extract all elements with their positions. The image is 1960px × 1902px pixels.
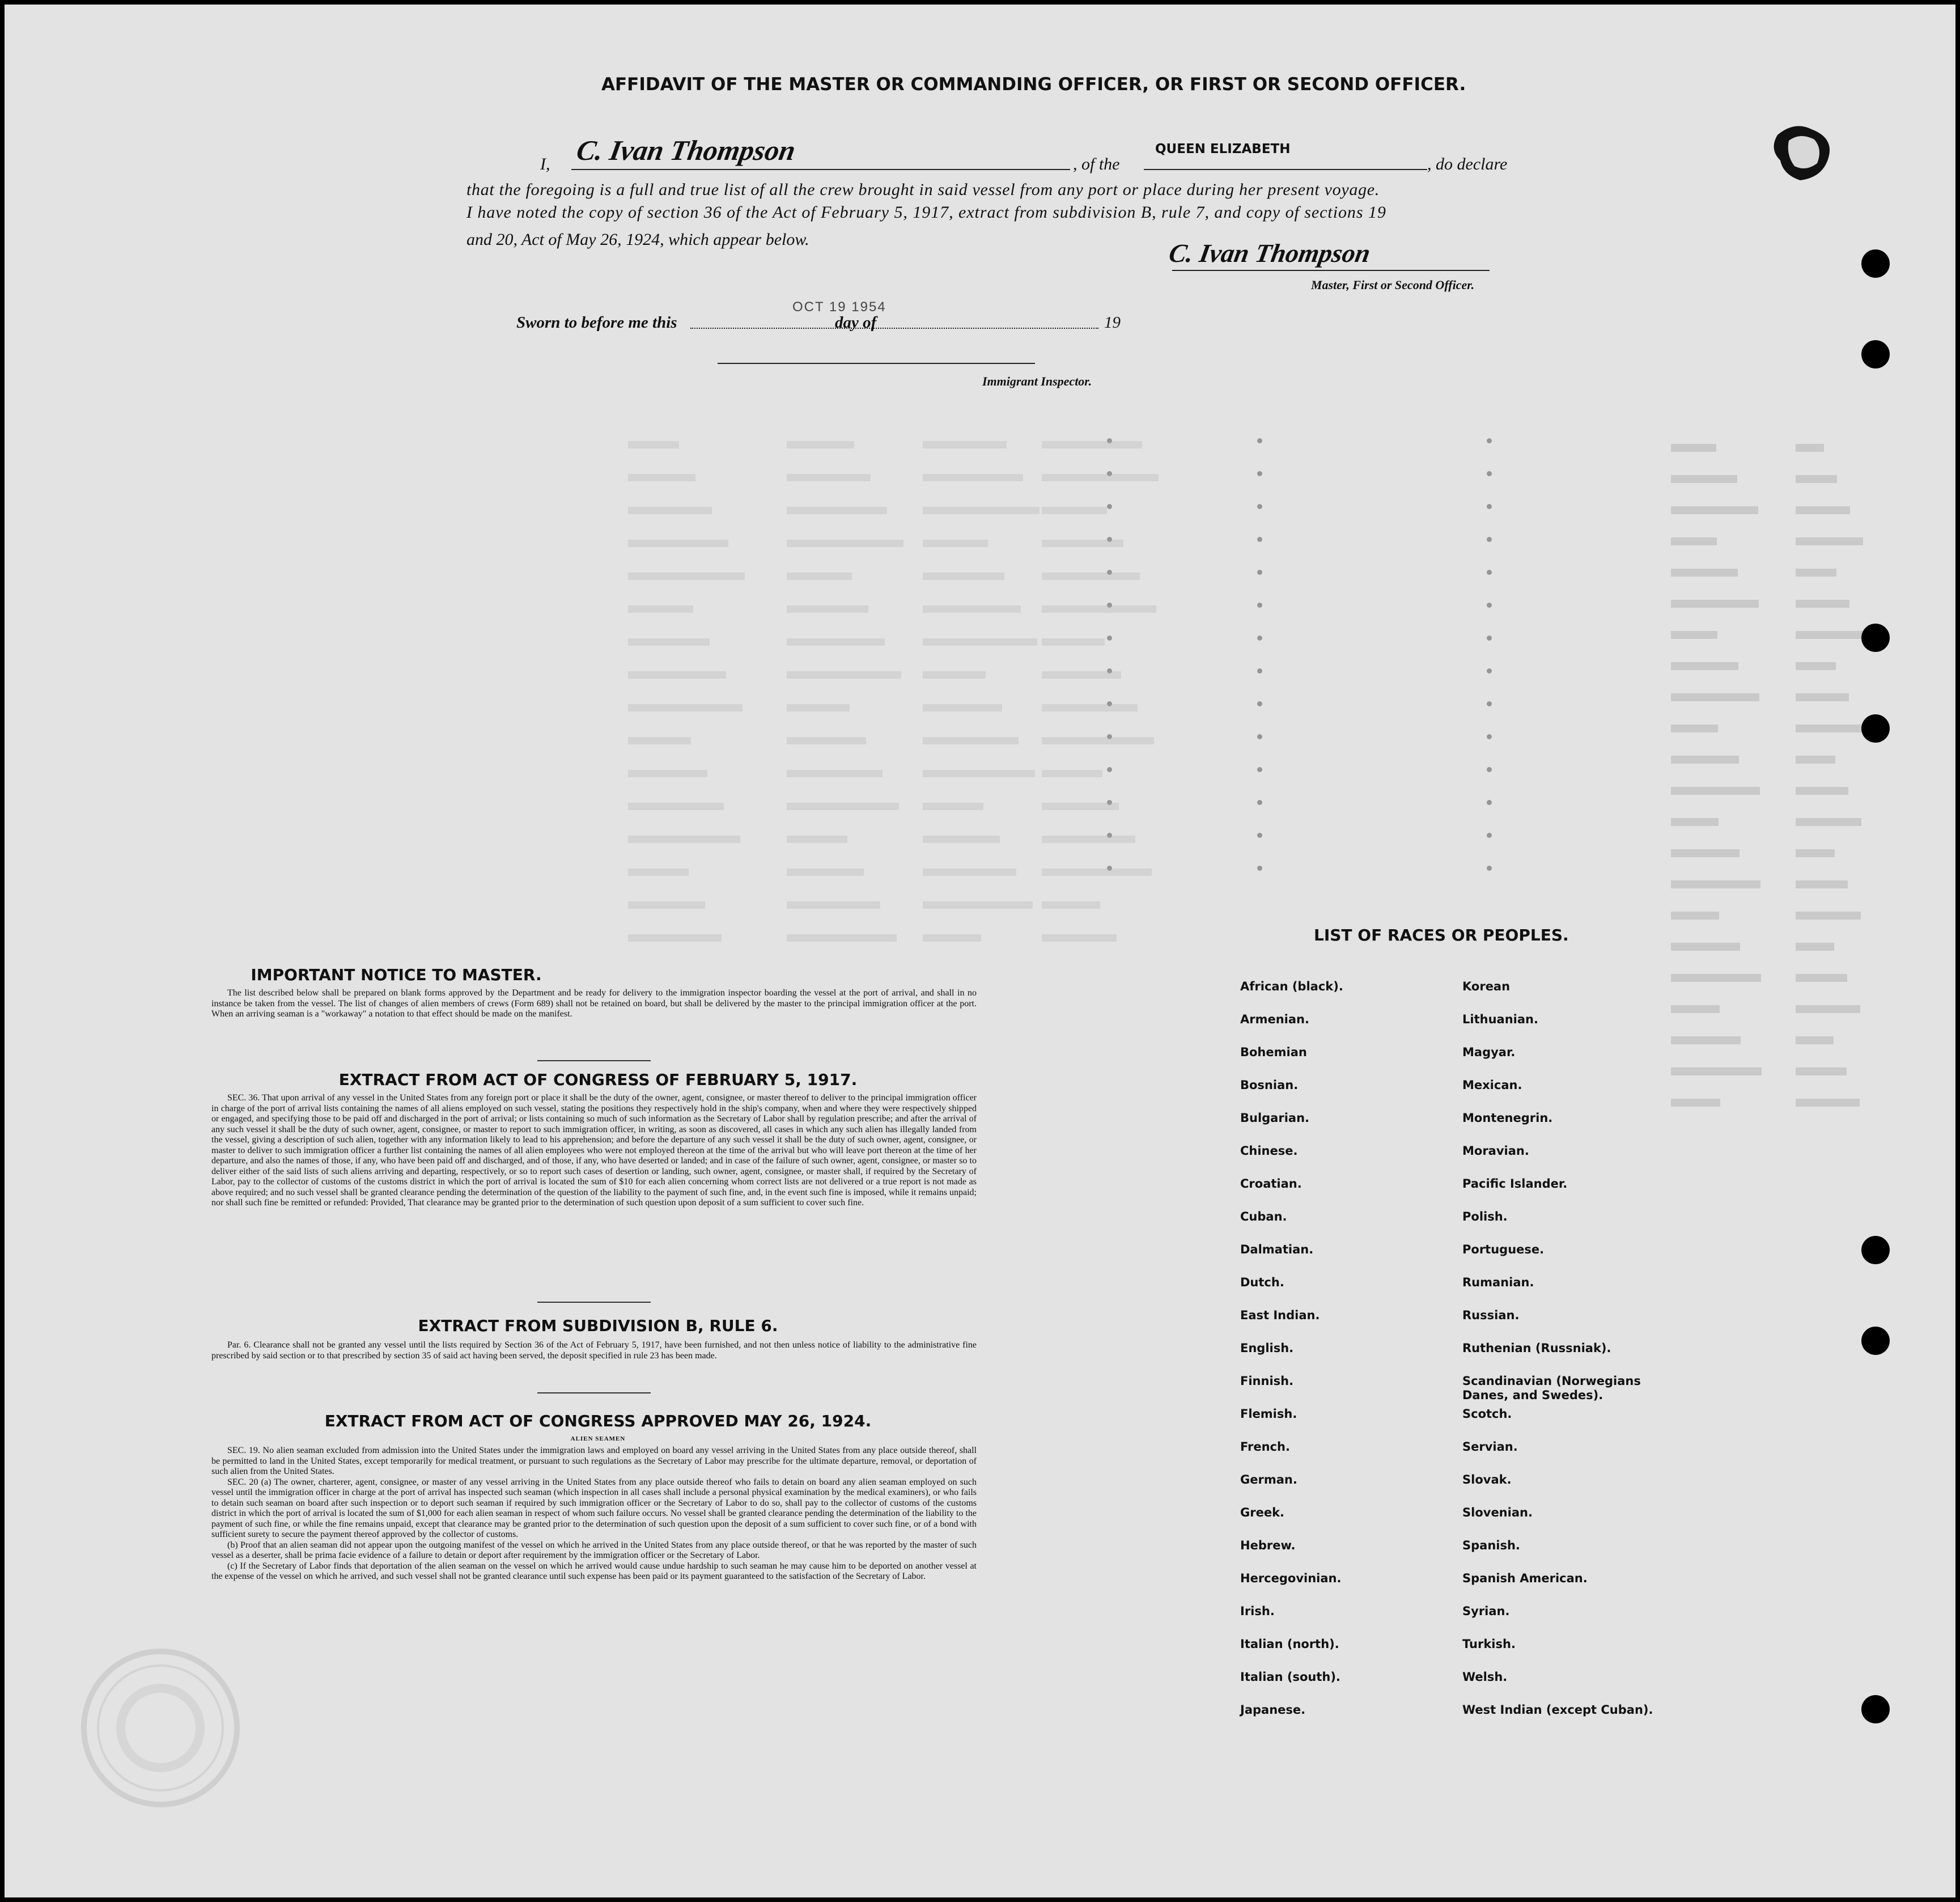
bleed-through-mark: [1042, 934, 1117, 942]
race-item: Scandinavian (Norwegians Danes, and Swedes).: [1462, 1374, 1641, 1402]
bleed-through-mark: [1487, 833, 1492, 838]
bleed-through-mark: [628, 573, 745, 580]
bleed-through-mark: [1671, 849, 1740, 857]
bleed-through-mark: [1671, 475, 1737, 483]
race-item: Spanish American.: [1462, 1571, 1588, 1585]
bleed-through-mark: [787, 474, 871, 481]
bleed-through-mark: [923, 573, 1004, 580]
notice-body: [211, 988, 977, 1020]
punch-hole: [1861, 714, 1890, 743]
punch-hole: [1861, 340, 1890, 368]
race-item: Croatian.: [1240, 1177, 1302, 1191]
race-item: Pacific Islander.: [1462, 1177, 1568, 1191]
bleed-through-mark: [1257, 668, 1262, 673]
bleed-through-mark: [1487, 668, 1492, 673]
bleed-through-mark: [1042, 737, 1154, 744]
bleed-through-mark: [1257, 570, 1262, 575]
race-item: Dalmatian.: [1240, 1243, 1314, 1256]
bleed-through-mark: [1796, 1005, 1860, 1013]
bleed-through-mark: [1042, 869, 1152, 876]
race-item: Russian.: [1462, 1308, 1520, 1322]
bleed-through-mark: [1487, 603, 1492, 608]
bleed-through-mark: [787, 638, 885, 646]
bleed-through-mark: [1796, 537, 1863, 545]
affidavit-line3: I have noted the copy of section 36 of the Act of February 5, 1917, extract from subdivision B, rule 7, and copy of sections 19: [466, 203, 1386, 222]
bleed-through-mark: [1487, 471, 1492, 476]
vessel-name-line: [1144, 169, 1427, 170]
bleed-through-mark: [628, 704, 743, 711]
race-item: Hebrew.: [1240, 1539, 1296, 1552]
race-item: Welsh.: [1462, 1670, 1508, 1684]
inspector-caption: Immigrant Inspector.: [982, 374, 1092, 388]
bleed-through-mark: [1796, 818, 1861, 826]
bleed-through-mark: [1671, 600, 1759, 608]
bleed-through-mark: [1042, 836, 1135, 843]
race-item: Mexican.: [1462, 1078, 1522, 1092]
sworn-year: 19: [1104, 314, 1121, 332]
date-stamp: OCT 19 1954: [792, 299, 886, 315]
bleed-through-mark: [1796, 600, 1849, 608]
bleed-through-mark: [1671, 569, 1738, 577]
bleed-through-mark: [1257, 636, 1262, 641]
bleed-through-mark: [628, 638, 710, 646]
bleed-through-mark: [1671, 537, 1717, 545]
race-item: Cuban.: [1240, 1210, 1287, 1223]
bleed-through-mark: [628, 901, 705, 909]
bleed-through-mark: [1042, 770, 1102, 777]
race-item: Scotch.: [1462, 1407, 1512, 1421]
bleed-through-mark: [1107, 767, 1112, 772]
race-item: Portuguese.: [1462, 1243, 1545, 1256]
race-item: Bosnian.: [1240, 1078, 1299, 1092]
bleed-through-mark: [1257, 800, 1262, 805]
act1924-sec20c: (c) If the Secretary of Labor finds that deportation of the alien seaman on the vessel on which he arrived would cause undue hardship to such seaman he may cause him to be deported on another vessel at the expense of the vessel on which he arrived, and such vessel shall not be granted clearance until such expense has been paid or its payment guaranteed to the satisfaction of the Secretary of Labor.: [211, 1561, 977, 1581]
bleed-through-mark: [1796, 787, 1848, 795]
race-item: Italian (north).: [1240, 1637, 1339, 1651]
bleed-through-mark: [1796, 880, 1848, 888]
bleed-through-mark: [1042, 803, 1119, 810]
embossed-seal: [73, 1643, 248, 1813]
bleed-through-mark: [1671, 880, 1760, 888]
bleed-through-mark: [787, 573, 852, 580]
bleed-through-mark: [1796, 943, 1834, 951]
race-item: German.: [1240, 1473, 1297, 1486]
bleed-through-mark: [1671, 1068, 1762, 1075]
race-item: Montenegrin.: [1462, 1111, 1553, 1125]
races-title: LIST OF RACES OR PEOPLES.: [1314, 926, 1569, 944]
bleed-through-mark: [1042, 671, 1121, 679]
bleed-through-mark: [1042, 540, 1123, 547]
bleed-through-mark: [1671, 662, 1738, 670]
race-item: Rumanian.: [1462, 1276, 1534, 1289]
subdivision-body: [211, 1340, 977, 1361]
inspector-line: [718, 363, 1035, 364]
affidavit-line4: and 20, Act of May 26, 1924, which appear below.: [466, 230, 809, 249]
bleed-through-mark: [1671, 974, 1761, 982]
torn-corner: [1766, 118, 1840, 186]
act1917-paragraph: SEC. 36. That upon arrival of any vessel in the United States from any foreign port or place it shall be the duty of the owner, agent, consignee, or master thereof to deliver to the principal immigration officer in charge of the port of arrival lists containing the names of all aliens employed on such vessel, stating the positions they respectively hold in the ship's company, when and where they were respectively shipped or engaged, and specifying those to be paid off and discharged in the port of arrival; or lists containing so much of such information as the Secretary of Labor shall by regulation prescribe; and after the arrival of any such vessel it shall be the duty of such owner, agent, consignee, or master to report to such immigration officer, in writing, as soon as discovered, all cases in which any such alien has illegally landed from the vessel, giving a description of such alien, together with any information likely to lead to his apprehension; and before the departure of any such vessel it shall be the duty of such owner, agent, consignee, or master to deliver to such immigration officer a further list containing the names of all alien employees who were not employed thereon at the time of the arrival but who will leave port thereon at the time of her departure, and also the names of those, if any, who have been paid off and discharged, and of those, if any, who have deserted or landed; and in case of the failure of such owner, agent, consignee, or master so to deliver either of the said lists of such aliens arriving and departing, respectively, or so to report such cases of desertion or landing, such owner, agent, consignee, or master shall, if required by the Secretary of Labor, pay to the collector of customs of the customs district in which the port of arrival is located the sum of $10 for each alien concerning whom correct lists are not delivered or a true report is not made as above required; and no such vessel shall be granted clearance pending the determination of the question of the liability to the payment of such fine, and, in the event such fine is imposed, while it remains unpaid; nor shall such fine be remitted or refunded: Provided, That clearance may be granted prior to the determination of such question upon deposit of a sum sufficient to cover such fine.: [211, 1093, 977, 1208]
bleed-through-mark: [1796, 974, 1847, 982]
bleed-through-mark: [1796, 725, 1862, 732]
bleed-through-mark: [787, 704, 850, 711]
bleed-through-mark: [787, 671, 901, 679]
bleed-through-mark: [628, 507, 712, 514]
bleed-through-mark: [923, 803, 983, 810]
act1924-sec20a: SEC. 20 (a) The owner, charterer, agent, consignee, or master of any vessel arriving in the United States from any place outside thereof who fails to detain on board any alien seaman employed on such vessel until the immigration officer in charge at the port of arrival has inspected such seaman (which inspection in all cases shall include a personal physical examination by the medical examiners), or who fails to detain such seaman on board after such inspection or to deport such seaman if required by such immigration officer or the Secretary of Labor to do so, shall pay to the collector of customs of the customs district in which the port of arrival is located the sum of $1,000 for each alien seaman in respect of whom such failure occurs. No vessel shall be granted clearance pending the determination of the liability to the payment of such fine, or while the fine remains unpaid, except that clearance may be granted prior to the determination of such question upon the deposit of a sum sufficient to cover such fine, or of a bond with sufficient surety to secure the payment thereof approved by the collector of customs.: [211, 1477, 977, 1539]
race-item: Moravian.: [1462, 1144, 1529, 1158]
race-item: Finnish.: [1240, 1374, 1294, 1388]
bleed-through-mark: [1671, 818, 1719, 826]
bleed-through-mark: [1042, 441, 1142, 448]
affidavit-declare: , do declare: [1427, 155, 1508, 173]
bleed-through-mark: [1257, 833, 1262, 838]
bleed-through-mark: [923, 507, 1040, 514]
bleed-through-mark: [1257, 504, 1262, 509]
bleed-through-mark: [628, 671, 726, 679]
bleed-through-mark: [628, 605, 693, 613]
bleed-through-mark: [1257, 701, 1262, 706]
race-item: Slovenian.: [1462, 1506, 1533, 1519]
bleed-through-mark: [1042, 474, 1159, 481]
race-item: Servian.: [1462, 1440, 1518, 1454]
punch-hole: [1861, 1695, 1890, 1723]
bleed-through-mark: [787, 869, 864, 876]
bleed-through-mark: [1487, 800, 1492, 805]
signer-name: C. Ivan Thompson: [574, 134, 798, 166]
bleed-through-mark: [787, 770, 883, 777]
bleed-through-mark: [787, 441, 854, 448]
bleed-through-mark: [1257, 438, 1262, 443]
bleed-through-mark: [787, 836, 847, 843]
bleed-through-mark: [923, 704, 1002, 711]
bleed-through-mark: [1107, 504, 1112, 509]
bleed-through-mark: [787, 901, 880, 909]
bleed-through-mark: [1487, 537, 1492, 542]
notice-title: IMPORTANT NOTICE TO MASTER.: [251, 965, 542, 984]
race-item: Polish.: [1462, 1210, 1508, 1223]
bleed-through-mark: [787, 737, 866, 744]
bleed-through-mark: [787, 605, 868, 613]
bleed-through-mark: [1796, 631, 1863, 639]
bleed-through-mark: [1671, 1036, 1741, 1044]
bleed-through-mark: [1257, 471, 1262, 476]
bleed-through-mark: [923, 671, 986, 679]
bleed-through-mark: [1796, 475, 1837, 483]
race-item: Flemish.: [1240, 1407, 1297, 1421]
bleed-through-mark: [1796, 1099, 1860, 1107]
race-item: African (black).: [1240, 980, 1343, 993]
divider: [537, 1060, 651, 1061]
bleed-through-mark: [923, 901, 1033, 909]
vessel-name: QUEEN ELIZABETH: [1155, 142, 1291, 156]
signer-name-line: [571, 169, 1070, 170]
bleed-through-mark: [787, 803, 899, 810]
race-item: Slovak.: [1462, 1473, 1512, 1486]
bleed-through-mark: [1671, 631, 1717, 639]
bleed-through-mark: [1042, 704, 1138, 711]
bleed-through-mark: [1796, 662, 1836, 670]
bleed-through-mark: [628, 836, 740, 843]
bleed-through-mark: [923, 605, 1021, 613]
bleed-through-mark: [1257, 734, 1262, 739]
punch-hole: [1861, 249, 1890, 278]
act1924-body: [211, 1446, 977, 1582]
signature-caption: Master, First or Second Officer.: [1311, 278, 1475, 292]
bleed-through-mark: [1042, 638, 1105, 646]
bleed-through-mark: [1671, 693, 1759, 701]
sworn-date-line: [690, 328, 1098, 329]
affidavit-line2: that the foregoing is a full and true list of all the crew brought in said vessel from any port or place during her present voyage.: [466, 180, 1380, 199]
bleed-through-mark: [628, 770, 707, 777]
act1924-sec19: SEC. 19. No alien seaman excluded from admission into the United States under the immigration laws and employed on board any vessel arriving in the United States from any place outside thereof, shall be permitted to land in the United States, except temporarily for medical treatment, or pursuant to such regulations as the Secretary of Labor may prescribe for the ultimate departure, removal, or deportation of such alien from the United States.: [211, 1446, 977, 1476]
race-item: Bulgarian.: [1240, 1111, 1310, 1125]
bleed-through-mark: [628, 737, 691, 744]
bleed-through-mark: [1487, 636, 1492, 641]
bleed-through-mark: [1107, 636, 1112, 641]
bleed-through-mark: [1487, 866, 1492, 871]
bleed-through-mark: [1042, 605, 1156, 613]
bleed-through-mark: [1796, 912, 1861, 920]
subdivision-title: EXTRACT FROM SUBDIVISION B, RULE 6.: [418, 1316, 778, 1335]
bleed-through-mark: [923, 441, 1007, 448]
race-item: Lithuanian.: [1462, 1013, 1538, 1026]
divider: [537, 1302, 651, 1303]
bleed-through-mark: [1257, 866, 1262, 871]
bleed-through-mark: [787, 934, 897, 942]
bleed-through-mark: [1671, 787, 1760, 795]
sworn-prefix: Sworn to before me this: [516, 314, 677, 332]
punch-hole: [1861, 1236, 1890, 1264]
bleed-through-mark: [628, 540, 728, 547]
race-item: Turkish.: [1462, 1637, 1516, 1651]
bleed-through-mark: [1796, 569, 1836, 577]
bleed-through-mark: [628, 934, 722, 942]
bleed-through-mark: [1671, 756, 1739, 764]
bleed-through-mark: [1671, 1099, 1720, 1107]
bleed-through-mark: [1257, 537, 1262, 542]
bleed-through-mark: [923, 638, 1037, 646]
bleed-through-mark: [1796, 1068, 1847, 1075]
bleed-through-mark: [923, 737, 1019, 744]
race-item: French.: [1240, 1440, 1290, 1454]
affidavit-title: AFFIDAVIT OF THE MASTER OR COMMANDING OFFICER, OR FIRST OR SECOND OFFICER.: [601, 74, 1466, 95]
sworn-day-of: day of: [835, 314, 877, 332]
bleed-through-mark: [923, 934, 981, 942]
race-item: Korean: [1462, 980, 1511, 993]
bleed-through-mark: [1796, 693, 1849, 701]
bleed-through-mark: [1671, 444, 1716, 452]
bleed-through-mark: [1796, 506, 1850, 514]
bleed-through-mark: [1487, 701, 1492, 706]
race-item: Bohemian: [1240, 1045, 1307, 1059]
bleed-through-mark: [1042, 507, 1107, 514]
bleed-through-mark: [1487, 767, 1492, 772]
bleed-through-mark: [923, 770, 1035, 777]
bleed-through-mark: [1487, 438, 1492, 443]
race-item: Italian (south).: [1240, 1670, 1340, 1684]
signature-line: [1172, 270, 1490, 271]
race-item: Japanese.: [1240, 1703, 1306, 1717]
act1924-title: EXTRACT FROM ACT OF CONGRESS APPROVED MAY 26, 1924.: [324, 1412, 872, 1430]
bleed-through-mark: [1042, 901, 1100, 909]
bleed-through-mark: [923, 869, 1016, 876]
race-item: Dutch.: [1240, 1276, 1284, 1289]
bleed-through-mark: [628, 474, 695, 481]
race-item: Hercegovinian.: [1240, 1571, 1342, 1585]
race-item: Chinese.: [1240, 1144, 1298, 1158]
notice-paragraph: The list described below shall be prepared on blank forms approved by the Department and be ready for delivery to the immigration inspector boarding the vessel at the port of arrival, and shall in no instance be taken from the vessel. The list of changes of alien members of crews (Form 689) shall not be retained on board, but shall be delivered by the master to the principal immigration officer at the port. When an arriving seaman is a "workaway" a notation to that effect should be made on the manifest.: [211, 988, 977, 1019]
bleed-through-mark: [1042, 573, 1140, 580]
race-item: Spanish.: [1462, 1539, 1520, 1552]
race-item: Greek.: [1240, 1506, 1285, 1519]
race-item: West Indian (except Cuban).: [1462, 1703, 1653, 1717]
act1917-title: EXTRACT FROM ACT OF CONGRESS OF FEBRUARY 5, 1917.: [338, 1070, 858, 1089]
act1917-body: [211, 1093, 977, 1209]
affidavit-i: I,: [540, 155, 550, 173]
bleed-through-mark: [1671, 943, 1740, 951]
bleed-through-mark: [1257, 603, 1262, 608]
bleed-through-mark: [787, 507, 887, 514]
bleed-through-mark: [1487, 570, 1492, 575]
bleed-through-mark: [1487, 734, 1492, 739]
bleed-through-mark: [1671, 1005, 1720, 1013]
race-item: Ruthenian (Russniak).: [1462, 1341, 1611, 1355]
affidavit-of-the: , of the: [1073, 155, 1120, 173]
divider: [537, 1392, 651, 1393]
race-item: Syrian.: [1462, 1604, 1510, 1618]
bleed-through-mark: [1796, 756, 1835, 764]
bleed-through-mark: [628, 803, 724, 810]
bleed-through-mark: [628, 869, 689, 876]
race-item: East Indian.: [1240, 1308, 1320, 1322]
bleed-through-mark: [1796, 1036, 1834, 1044]
race-item: English.: [1240, 1341, 1294, 1355]
bleed-through-mark: [1671, 912, 1719, 920]
bleed-through-mark: [923, 836, 1000, 843]
bleed-through-mark: [1796, 849, 1835, 857]
bleed-through-mark: [1487, 504, 1492, 509]
race-item: Irish.: [1240, 1604, 1275, 1618]
act1924-sec20b: (b) Proof that an alien seaman did not appear upon the outgoing manifest of the vessel on which he arrived in the United States from any place outside thereof, or that he was reported by the master of such vessel as a deserter, shall be prima facie evidence of a failure to detain or deport after requirement by the immigration officer or the Secretary of Labor.: [211, 1540, 977, 1560]
punch-hole: [1861, 1327, 1890, 1355]
bleed-through-mark: [1796, 444, 1824, 452]
bleed-through-mark: [1671, 725, 1718, 732]
bleed-through-mark: [628, 441, 679, 448]
bleed-through-mark: [1671, 506, 1758, 514]
subdivision-paragraph: Par. 6. Clearance shall not be granted any vessel until the lists required by Section 36 of the Act of February 5, 1917, have been furnished, and not then unless notice of liability to the administrative fine prescribed by said section or to that prescribed by section 35 of said act having been served, the deposit specified in rule 23 has been made.: [211, 1340, 977, 1361]
bleed-through-mark: [787, 540, 903, 547]
document-page: [5, 5, 1955, 1897]
race-item: Armenian.: [1240, 1013, 1309, 1026]
bleed-through-mark: [923, 540, 988, 547]
act1924-subtitle: ALIEN SEAMEN: [570, 1435, 626, 1442]
bleed-through-mark: [923, 474, 1023, 481]
master-signature: C. Ivan Thompson: [1166, 239, 1373, 268]
bleed-through-mark: [1257, 767, 1262, 772]
race-item: Magyar.: [1462, 1045, 1516, 1059]
punch-hole: [1861, 624, 1890, 652]
